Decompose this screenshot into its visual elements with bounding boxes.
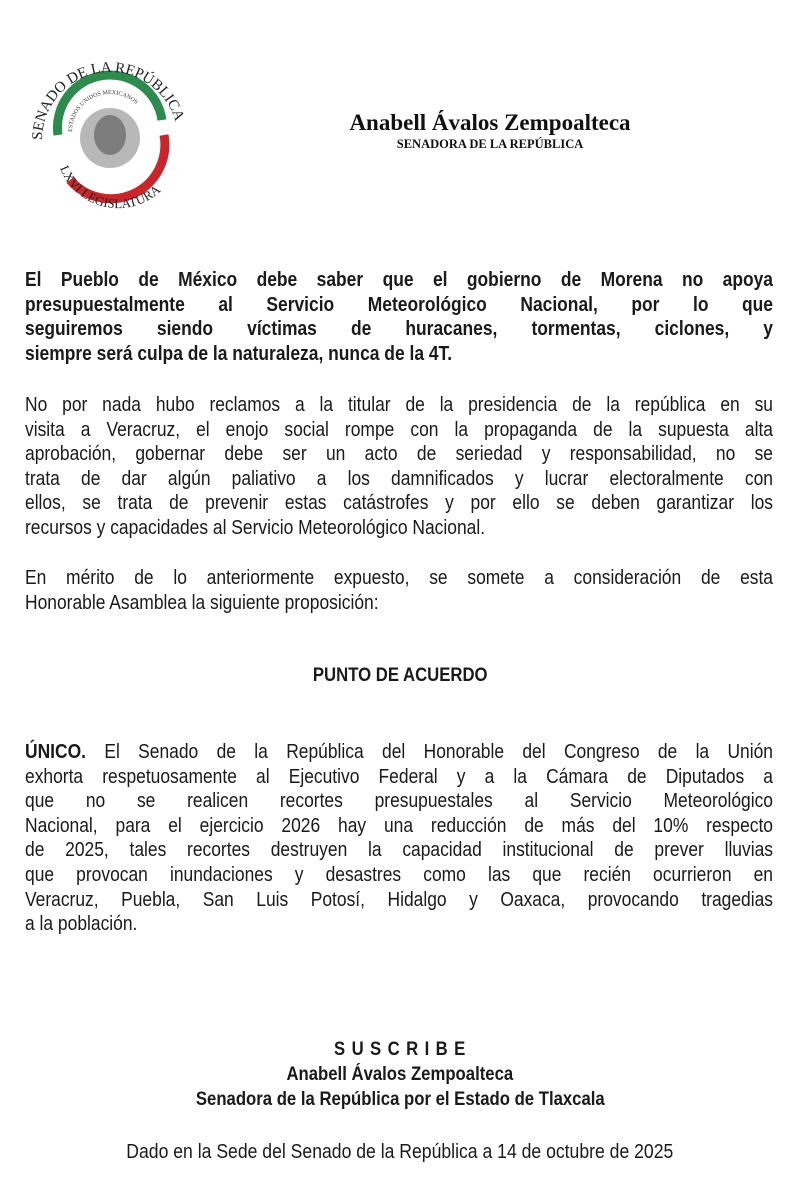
text-line: En mérito de lo anteriormente expuesto, se somete a consideración de esta [25, 566, 773, 589]
text-line: exhorta respetuosamente al Ejecutivo Federal y a la Cámara de Diputados a [25, 764, 773, 788]
header-role: SENADORA DE LA REPÚBLICA [396, 137, 584, 151]
suscribe-text: S U S C R I B E [333, 1039, 467, 1060]
signer-name-text: Anabell Ávalos Zempoalteca [286, 1064, 514, 1085]
text-line: seguiremos siendo víctimas de huracanes, tormentas, ciclones, y [25, 317, 773, 341]
signer-role-text: Senadora de la República por el Estado de Tlaxcala [195, 1089, 605, 1110]
unico-paragraph [25, 740, 773, 937]
logo-bottom-text: LXVI LEGISLATURA [57, 163, 164, 212]
svg-text:LXVI LEGISLATURA [57, 163, 163, 211]
text-line: recursos y capacidades al Servicio Meteorológico Nacional. [25, 515, 486, 539]
header-name: Anabell Ávalos Zempoalteca [349, 110, 631, 135]
text-line: ellos, se trata de prevenir estas catástrofes y por ello se deben garantizar los [25, 491, 773, 515]
signer-name [0, 1064, 800, 1086]
context-paragraph [25, 393, 773, 541]
text-line: que provocan inundaciones y desastres como las que recién ocurrieron en [25, 862, 773, 886]
text-line: trata de dar algún paliativo a los damnificados y lucrar electoralmente con [25, 466, 773, 490]
date-text: Dado en la Sede del Senado de la República a 14 de octubre de 2025 [126, 1141, 674, 1163]
text-line: El Pueblo de México debe saber que el gobierno de Morena no apoya [25, 268, 773, 291]
punto-de-acuerdo-title [0, 665, 800, 687]
text-line: que no se realicen recortes presupuestales al Servicio Meteorológico [25, 789, 773, 813]
senado-logo [20, 40, 200, 220]
logo-inner-text: ESTADOS UNIDOS MEXICANOS [67, 89, 139, 133]
unico-label: ÚNICO. [25, 740, 86, 763]
text-line: a la población. [25, 912, 138, 936]
text-line: Nacional, para el ejercicio 2026 hay una reducción de más del 10% respecto [25, 813, 773, 837]
text-line: siempre será culpa de la naturaleza, nunca de la 4T. [25, 341, 453, 365]
merito-paragraph [25, 566, 773, 615]
punto-title-text: PUNTO DE ACUERDO [312, 665, 488, 686]
logo-top-text: SENADO DE LA REPÚBLICA [29, 59, 187, 141]
text-line: visita a Veracruz, el enojo social rompe con la propaganda de la supuesta alta [25, 417, 773, 441]
text-line: aprobación, gobernar debe ser un acto de seriedad y responsabilidad, no se [25, 442, 773, 466]
intro-paragraph [25, 268, 773, 366]
text-line: Veracruz, Puebla, San Luis Potosí, Hidalgo y Oaxaca, provocando tragedias [25, 887, 773, 911]
date-line [0, 1141, 800, 1164]
text-line: No por nada hubo reclamos a la titular de la presidencia de la república en su [25, 393, 773, 416]
text-line: presupuestalmente al Servicio Meteorológico Nacional, por lo que [25, 292, 773, 316]
signer-role [0, 1089, 800, 1111]
suscribe-label [0, 1039, 800, 1061]
text-line: Honorable Asamblea la siguiente proposición: [25, 590, 379, 614]
text-line: de 2025, tales recortes destruyen la capacidad institucional de prever lluvias [25, 838, 773, 862]
unico-first-line: El Senado de la República del Honorable del Congreso de la Unión [85, 740, 774, 763]
